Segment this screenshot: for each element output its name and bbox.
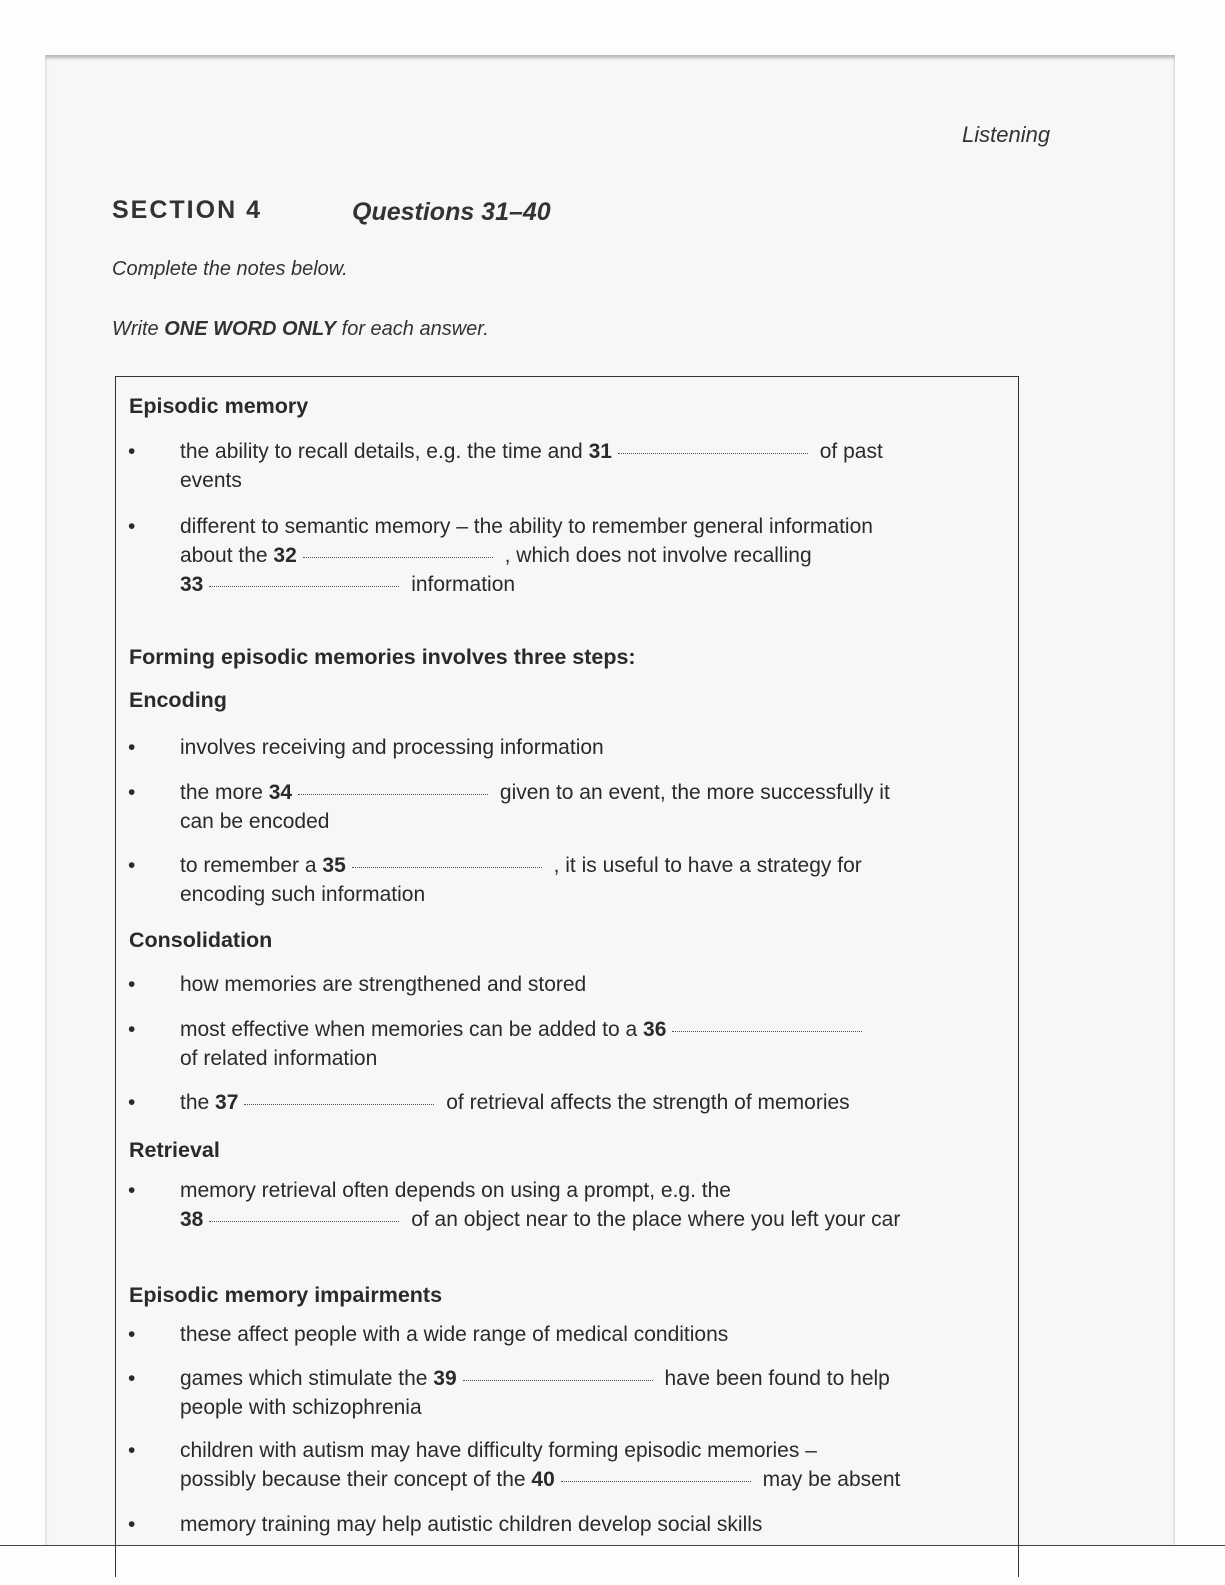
question-number: 31 [588,440,612,463]
bullet-icon: • [128,1091,136,1114]
bullet-text [180,512,948,599]
bullet-icon: • [128,1323,136,1346]
bullet-icon: • [128,1367,136,1390]
answer-blank-39[interactable] [463,1380,653,1381]
note-bullet [128,1320,948,1349]
note-bullet [128,512,948,599]
text-segment: can be encoded [180,810,330,833]
text-segment: given to an event, the more successfully it [494,781,890,804]
instruction-emphasis: ONE WORD ONLY [164,318,337,340]
text-segment: information [405,573,516,596]
text-line [180,851,948,880]
answer-blank-40[interactable] [561,1481,751,1482]
text-line [180,1320,948,1349]
text-line [180,1393,948,1422]
bullet-text [180,851,948,909]
answer-blank-37[interactable] [244,1104,434,1105]
text-segment: the ability to recall details, e.g. the time and [180,440,589,463]
bullet-icon: • [128,854,136,877]
bullet-icon: • [128,736,136,759]
note-bullet [128,733,948,762]
notes-heading: Encoding [129,688,227,712]
text-line [180,1465,948,1494]
text-segment: how memories are strengthened and stored [180,973,587,996]
text-segment: children with autism may have difficulty forming episodic memories – [180,1439,817,1462]
text-segment: of past [813,440,883,463]
note-bullet [128,1364,948,1422]
notes-heading: Forming episodic memories involves three steps: [129,645,636,669]
answer-blank-36[interactable] [672,1031,862,1032]
bullet-icon: • [128,973,136,996]
bullet-text [180,1320,948,1349]
bullet-icon: • [128,515,136,538]
text-line [180,1015,948,1044]
note-bullet [128,778,948,836]
text-segment: games which stimulate the [180,1367,434,1390]
bullet-text [180,1436,948,1494]
running-title: Listening [962,122,1051,147]
note-bullet [128,1510,948,1539]
answer-blank-32[interactable] [303,557,493,558]
bullet-text [180,1176,948,1234]
text-line [180,733,948,762]
notes-heading: Consolidation [129,928,273,952]
text-line [180,1436,948,1465]
text-line [180,437,948,466]
text-line [180,1176,948,1205]
text-line [180,1510,948,1539]
notes-heading: Episodic memory [129,394,309,418]
text-segment: may be absent [756,1468,901,1491]
answer-blank-33[interactable] [209,586,399,587]
text-line [180,970,948,999]
bullet-text [180,437,948,495]
notes-heading: Retrieval [129,1138,220,1162]
question-number: 35 [322,854,346,877]
question-number: 32 [273,544,297,567]
note-bullet [128,970,948,999]
note-bullet [128,1436,948,1494]
text-line [180,778,948,807]
instruction-word-limit [112,318,489,341]
text-segment: memory training may help autistic children develop social skills [180,1513,763,1536]
text-segment: involves receiving and processing information [180,736,604,759]
text-line [180,512,948,541]
text-segment: , it is useful to have a strategy for [547,854,862,877]
notes-heading: Episodic memory impairments [129,1283,443,1307]
note-bullet [128,1015,948,1073]
bullet-text [180,1088,948,1117]
bullet-icon: • [128,1018,136,1041]
text-segment: to remember a [180,854,323,877]
bullet-text [180,778,948,836]
text-segment: the more [180,781,269,804]
question-number: 40 [531,1468,555,1491]
question-number: 36 [643,1018,667,1041]
text-segment: have been found to help [658,1367,890,1390]
text-line [180,1044,948,1073]
bullet-text [180,733,948,762]
bullet-icon: • [128,781,136,804]
instruction-text: for each answer. [336,318,489,340]
bullet-icon: • [128,1513,136,1536]
text-line [180,1205,948,1234]
bullet-text [180,1364,948,1422]
text-segment: about the [180,544,274,567]
bullet-text [180,1510,948,1539]
note-bullet [128,851,948,909]
text-line [180,1088,948,1117]
answer-blank-35[interactable] [352,867,542,868]
text-segment: most effective when memories can be added to a [180,1018,644,1041]
section-label: SECTION 4 [112,196,262,224]
text-segment: memory retrieval often depends on using a prompt, e.g. the [180,1179,731,1202]
note-bullet [128,1176,948,1234]
text-segment: people with schizophrenia [180,1396,422,1419]
text-line [180,880,948,909]
note-bullet [128,1088,948,1117]
question-number: 33 [180,573,204,596]
text-segment: of related information [180,1047,378,1070]
instruction-text: Write [112,318,165,340]
text-segment: different to semantic memory – the ability to remember general information [180,515,873,538]
text-line [180,466,948,495]
text-line [180,807,948,836]
text-segment: , which does not involve recalling [498,544,812,567]
bullet-icon: • [128,1179,136,1202]
note-bullet [128,437,948,495]
question-number: 34 [268,781,293,804]
text-line [180,541,948,570]
question-number: 39 [433,1367,457,1390]
text-segment: encoding such information [180,883,426,906]
question-number: 38 [180,1208,204,1231]
text-segment: of an object near to the place where you left your car [405,1208,901,1231]
answer-blank-34[interactable] [298,794,488,795]
bullet-text [180,1015,948,1073]
answer-blank-31[interactable] [618,453,808,454]
text-segment: events [180,469,242,492]
text-segment: the [180,1091,216,1114]
bullet-icon: • [128,1439,136,1462]
text-segment: of retrieval affects the strength of memories [440,1091,850,1114]
instruction-complete: Complete the notes below. [112,258,348,280]
text-segment: these affect people with a wide range of medical conditions [180,1323,729,1346]
bullet-icon: • [128,440,136,463]
answer-blank-38[interactable] [209,1221,399,1222]
text-line [180,570,948,599]
questions-range: Questions 31–40 [352,198,551,226]
text-line [180,1364,948,1393]
text-segment: possibly because their concept of the [180,1468,532,1491]
question-number: 37 [215,1091,239,1114]
bullet-text [180,970,948,999]
